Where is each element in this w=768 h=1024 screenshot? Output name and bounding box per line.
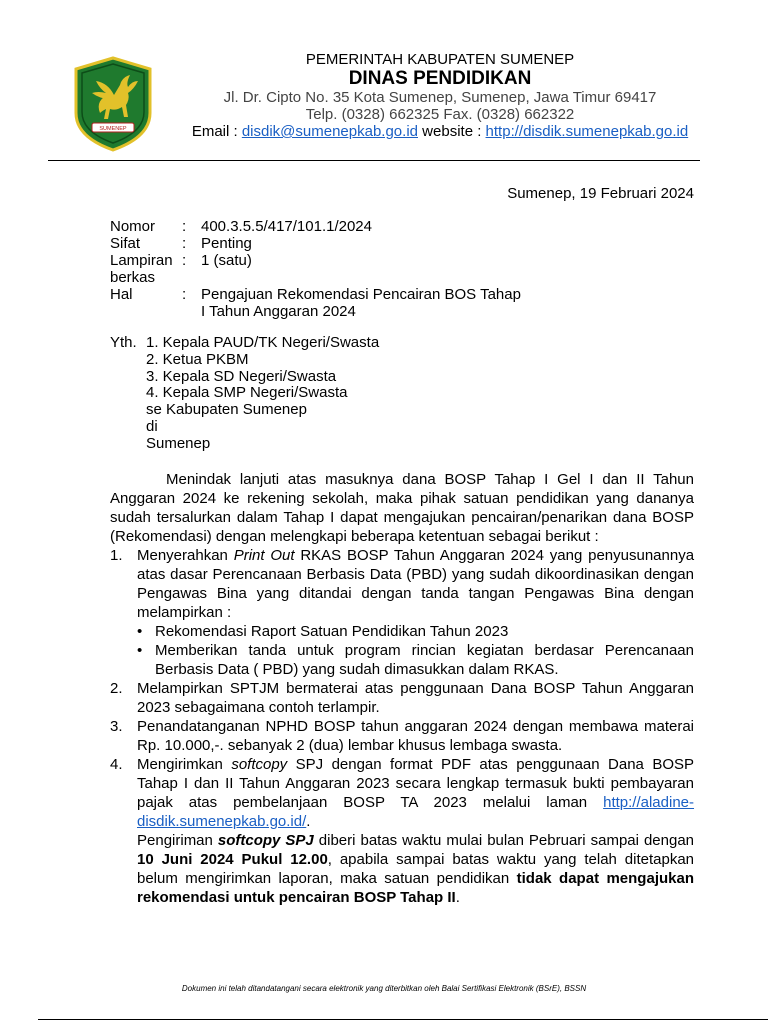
colon: : [182, 252, 187, 269]
yth-label: Yth. [110, 334, 137, 351]
list-item [110, 546, 694, 679]
item-text: Penandatanganan NPHD BOSP tahun anggaran 2024 dengan membawa materai Rp. 10.000,-. sebanyak 2 (dua) lembar khusus lembaga swasta. [137, 718, 694, 754]
sub-bullet-list [137, 622, 694, 679]
recipient-item: 1. Kepala PAUD/TK Negeri/Swasta [146, 334, 380, 351]
e-signature-notice: Dokumen ini telah ditandatangani secara elektronik yang diterbitkan oleh Balai Sertifikasi Elektronik (BSrE), BSSN [181, 984, 587, 993]
item-number: 3. [110, 718, 123, 735]
letter-date: Sumenep, 19 Februari 2024 [507, 185, 694, 202]
recipient-item: 3. Kepala SD Negeri/Swasta [146, 367, 337, 385]
deadline-paragraph [137, 831, 694, 907]
deadline-text: diberi batas waktu mulai bulan Pebruari sampai dengan [318, 832, 695, 849]
item-number: 4. [110, 756, 123, 773]
header-contact [160, 123, 720, 140]
item-text: Mengirimkan [137, 756, 223, 773]
sifat-value: Penting [201, 235, 252, 252]
bullet-text: Memberikan tanda untuk program rincian kegiatan berdasar Perencanaan Berbasis Data ( PBD) yang sudah dimasukkan dalam RKAS. [155, 642, 694, 678]
lampiran-label-cont: berkas [110, 269, 156, 286]
recipient-city: Sumenep [146, 434, 211, 452]
intro-paragraph: Menindak lanjuti atas masuknya dana BOSP Tahap I Gel I dan II Tahun Anggaran 2024 ke rekening sekolah, maka pihak satuan pendidikan yang dananya sudah tersalurkan dalam Tahap I dapat mengajukan pencairan/penarikan dana BOSP (Rekomendasi) dengan melengkapi beberapa ketentuan sebagai berikut : [110, 471, 694, 545]
list-item [110, 679, 694, 717]
item-number: 2. [110, 680, 123, 697]
lampiran-value: 1 (satu) [201, 252, 252, 269]
item-text-italic: Print Out [233, 547, 295, 564]
recipient-item: 2. Ketua PKBM [146, 350, 249, 368]
header-government: PEMERINTAH KABUPATEN SUMENEP [305, 51, 575, 68]
bullet-item [137, 641, 694, 679]
deadline-text: , apabila sampai batas waktu yang telah ditetapkan belum mengirimkan laporan, maka satuan pendidikan [137, 851, 695, 887]
item-text-italic: softcopy [231, 756, 288, 773]
bullet-item [137, 622, 694, 641]
hal-value-line1: Pengajuan Rekomendasi Pencairan BOS Tahap [201, 286, 521, 303]
nomor-value: 400.3.5.5/417/101.1/2024 [201, 218, 372, 235]
lampiran-label: Lampiran [110, 252, 173, 269]
letter-body [110, 470, 694, 907]
recipient-item: 4. Kepala SMP Negeri/Swasta [146, 384, 348, 402]
deadline-warning: tidak dapat mengajukan rekomendasi untuk pencairan BOSP Tahap II [137, 870, 694, 906]
recipient-region: se Kabupaten Sumenep [146, 401, 307, 419]
logo-ribbon-text: SUMENEP [99, 126, 127, 132]
header-agency: DINAS PENDIDIKAN [348, 68, 532, 89]
header-divider [48, 160, 700, 161]
colon: : [182, 235, 187, 252]
deadline-softcopy: softcopy SPJ [217, 832, 314, 849]
header-phone: Telp. (0328) 662325 Fax. (0328) 662322 [305, 106, 575, 123]
item-text: RKAS BOSP Tahun Anggaran 2024 yang penyusunannya atas dasar Perencanaan Berbasis Data (PBD) yang sudah dikoordinasikan dengan Pengawas Bina yang ditandai dengan tanda tangan Pengawas Bina dengan melampirkan : [137, 547, 695, 621]
item-text: Menyerahkan [137, 547, 228, 564]
colon: : [182, 286, 187, 303]
hal-label: Hal [110, 286, 133, 303]
header-address: Jl. Dr. Cipto No. 35 Kota Sumenep, Sumenep, Jawa Timur 69417 [223, 89, 657, 106]
recipient-di: di [146, 417, 158, 435]
email-label: Email : [191, 123, 238, 140]
aladine-link[interactable]: http://aladine-disdik.sumenepkab.go.id/ [137, 794, 695, 830]
item-text: Melampirkan SPTJM bermaterai atas penggunaan Dana BOSP Tahun Anggaran 2023 sebagaimana contoh terlampir. [137, 680, 694, 716]
sifat-label: Sifat [110, 235, 141, 252]
item-number: 1. [110, 547, 123, 564]
deadline-text: Pengiriman [137, 832, 213, 849]
deadline-date: 10 Juni 2024 Pukul 12.00 [137, 851, 328, 868]
bullet-text: Rekomendasi Raport Satuan Pendidikan Tahun 2023 [155, 623, 509, 640]
recipients [110, 335, 379, 453]
nomor-label: Nomor [110, 218, 156, 235]
website-link[interactable]: http://disdik.sumenepkab.go.id [485, 123, 689, 140]
list-item [110, 755, 694, 907]
bullet-icon: • [137, 623, 143, 640]
government-logo [70, 55, 156, 153]
requirements-list [110, 546, 694, 907]
colon: : [182, 218, 187, 235]
hal-value-line2: I Tahun Anggaran 2024 [201, 303, 356, 320]
email-link[interactable]: disdik@sumenepkab.go.id [241, 123, 418, 140]
list-item [110, 717, 694, 755]
item-text: . [306, 813, 311, 830]
item-text: SPJ dengan format PDF atas penggunaan Dana BOSP Tahap I dan II Tahun Anggaran 2023 secara lengkap termasuk bukti pembayaran pajak atas pembelanjaan BOSP TA 2023 melalui laman [137, 756, 695, 811]
deadline-text: . [455, 889, 460, 906]
website-label: website : [422, 123, 482, 140]
footer-divider [38, 1019, 768, 1020]
bullet-icon: • [137, 642, 143, 659]
